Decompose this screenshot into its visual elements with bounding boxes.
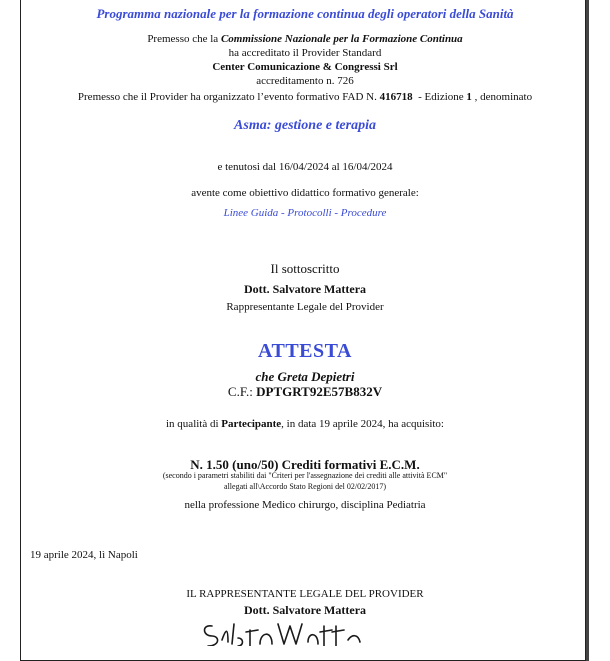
signatory-role: Rappresentante Legale del Provider [226,301,384,313]
signatory-intro: Il sottoscritto [270,261,340,276]
fiscal-code [0,384,610,400]
event-number: 416718 [379,91,413,103]
place-date: 19 aprile 2024, lì Napoli [30,549,138,561]
acquisition-prefix: in qualità di [166,418,222,430]
edition-prefix: - Edizione [412,91,467,103]
event-objective: Linee Guida - Protocolli - Procedure [223,207,387,219]
fiscal-code-value: DPTGRT92E57B832V [256,384,383,399]
handwritten-signature [198,616,388,646]
accreditation-number: accreditamento n. 726 [256,75,354,87]
event-title: Asma: gestione e terapia [234,118,376,133]
attesta-heading: ATTESTA [258,340,352,362]
credits-awarded: N. 1.50 (uno/50) Crediti formativi E.C.M. [190,457,420,472]
signatory-name: Dott. Salvatore Mattera [243,282,367,296]
legal-rep-name: Dott. Salvatore Mattera [243,603,367,617]
premise-line-2: ha accreditato il Provider Standard [228,47,382,59]
profession-discipline: nella professione Medico chirurgo, disciplina Pediatria [184,499,426,511]
participant-role: Partecipante [221,418,282,430]
premise-prefix: Premesso che la [147,33,221,45]
fiscal-code-label: C.F.: [227,384,257,399]
program-title: Programma nazionale per la formazione continua degli operatori della Sanità [96,6,514,21]
commission-name: Commissione Nazionale per la Formazione Continua [220,33,463,45]
premise-line-1 [0,32,610,46]
credits-note-2: allegati all\Accordo Stato Regioni del 02/02/2017) [224,482,386,491]
provider-name: Center Comunicazione & Congressi Srl [212,61,398,73]
event-suffix: , denominato [471,91,533,103]
acquisition-line [0,418,610,430]
attendee-name: che Greta Depietri [255,369,355,384]
event-dates: e tenutosi dal 16/04/2024 al 16/04/2024 [217,161,393,173]
premise-line-5 [0,90,610,104]
acquisition-suffix: , in data 19 aprile 2024, ha acquisito: [281,418,444,430]
event-prefix: Premesso che il Provider ha organizzato l’evento formativo FAD N. [77,91,380,103]
objective-intro: avente come obiettivo didattico formativo generale: [191,187,419,199]
legal-rep-title: IL RAPPRESENTANTE LEGALE DEL PROVIDER [186,588,424,600]
edition-number: 1 [466,91,472,103]
credits-note-1: (secondo i parametri stabiliti dai "Criteri per l'assegnazione dei crediti alle attività ECM" [162,471,448,480]
